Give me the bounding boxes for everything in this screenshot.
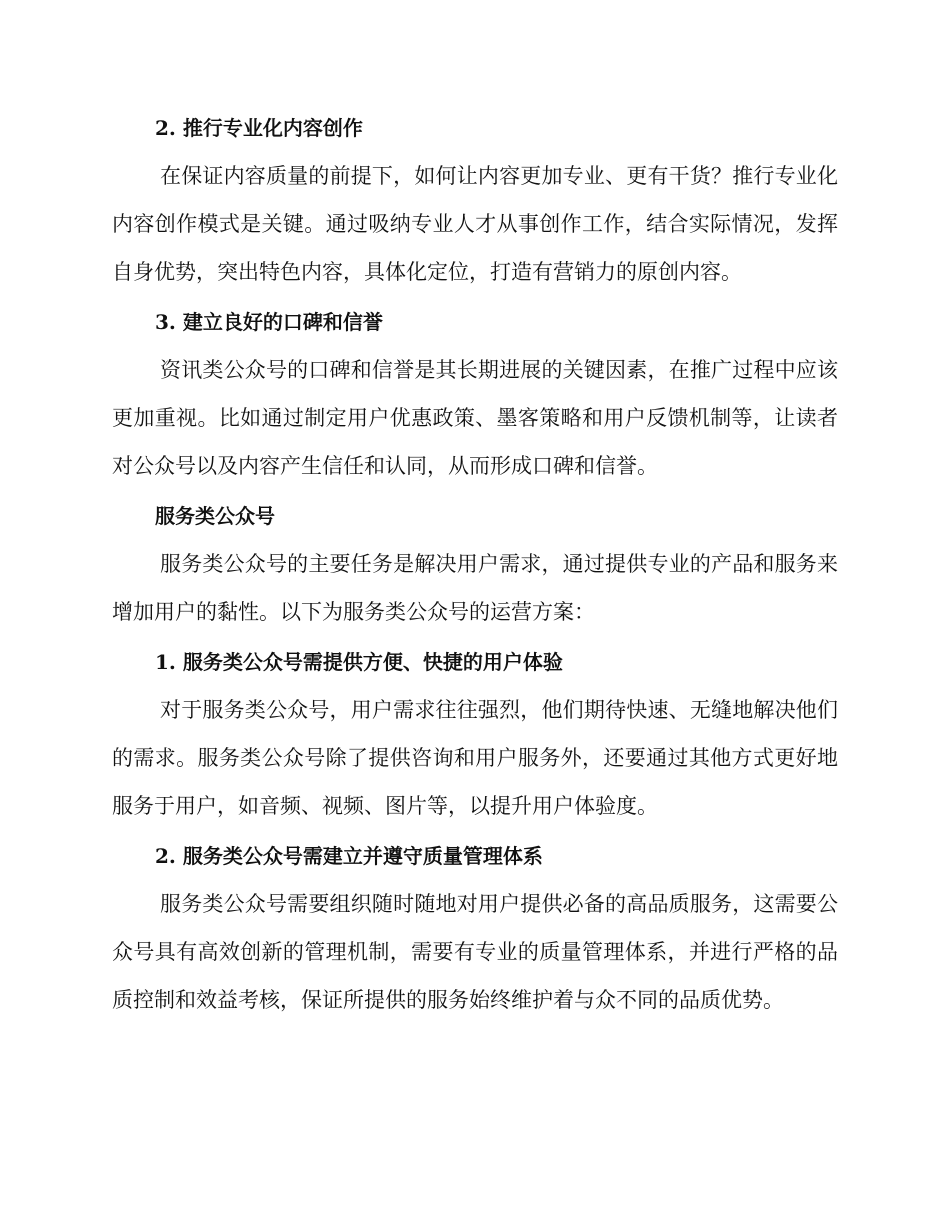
paragraph-reputation: 资讯类公众号的口碑和信誉是其长期进展的关键因素，在推广过程中应该更加重视。比如通过制定用户优惠政策、墨客策略和用户反馈机制等，让读者对公众号以及内容产生信任和认同，从而形成口碑和信誉。: [112, 358, 838, 478]
paragraph-service-accounts: 服务类公众号的主要任务是解决用户需求，通过提供专业的产品和服务来增加用户的黏性。以下为服务类公众号的运营方案：: [112, 552, 838, 624]
section-heading-reputation: 3. 建立良好的口碑和信誉: [155, 310, 383, 334]
section-heading-service-accounts: 服务类公众号: [155, 504, 275, 528]
section-heading-content-creation: 2. 推行专业化内容创作: [155, 116, 363, 140]
paragraph-content-creation: 在保证内容质量的前提下，如何让内容更加专业、更有干货？推行专业化内容创作模式是关键。通过吸纳专业人才从事创作工作，结合实际情况，发挥自身优势，突出特色内容，具体化定位，打造有营销力的原创内容。: [112, 164, 838, 284]
section-heading-user-experience: 1. 服务类公众号需提供方便、快捷的用户体验: [155, 650, 563, 674]
paragraph-quality-management: 服务类公众号需要组织随时随地对用户提供必备的高品质服务，这需要公众号具有高效创新的管理机制，需要有专业的质量管理体系，并进行严格的品质控制和效益考核，保证所提供的服务始终维护着与众不同的品质优势。: [112, 892, 838, 1012]
paragraph-user-experience: 对于服务类公众号，用户需求往往强烈，他们期待快速、无缝地解决他们的需求。服务类公众号除了提供咨询和用户服务外，还要通过其他方式更好地服务于用户，如音频、视频、图片等，以提升用户体验度。: [112, 698, 838, 818]
section-heading-quality-management: 2. 服务类公众号需建立并遵守质量管理体系: [155, 844, 543, 868]
